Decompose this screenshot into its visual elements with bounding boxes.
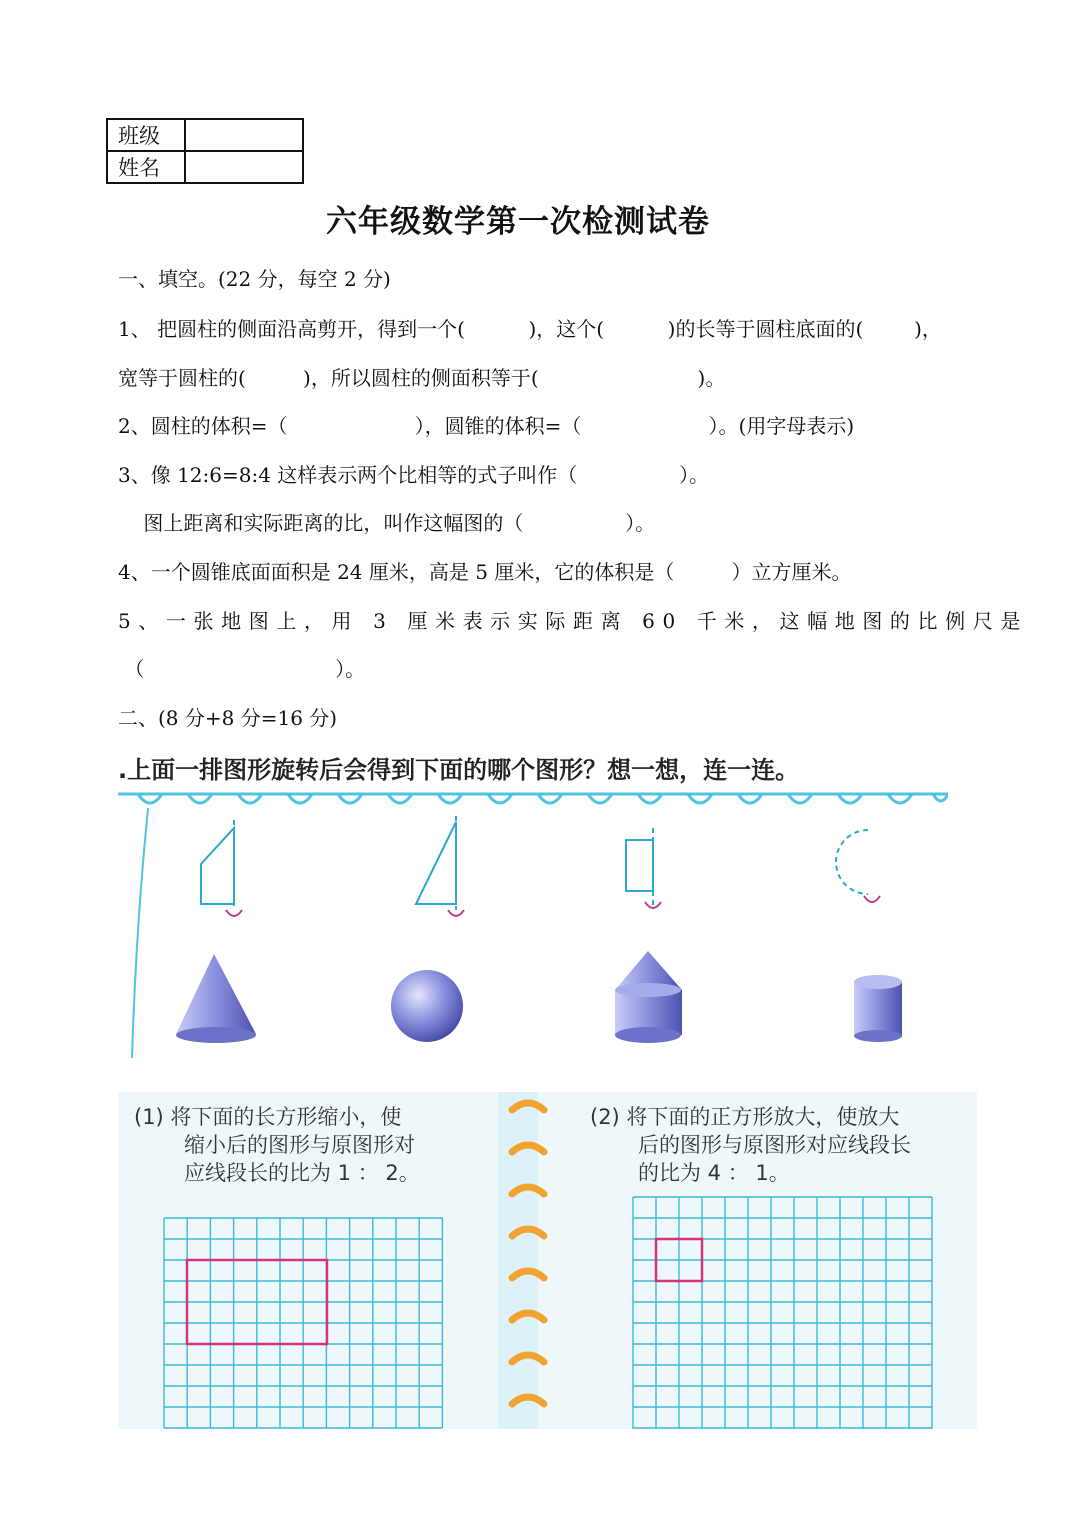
page-title: 六年级数学第一次检测试卷 — [326, 204, 710, 240]
name-label: 姓名 — [107, 151, 185, 183]
name-field[interactable] — [185, 151, 303, 183]
task-2-line-2: 后的图形与原图形对应线段长 — [638, 1133, 911, 1157]
task-2-line-3: 的比为 4 ： 1。 — [638, 1161, 790, 1185]
question-3-line-2: 图上距离和实际距离的比，叫作这幅图的（ ）。 — [118, 511, 656, 535]
section1-heading: 一、填空。(22 分，每空 2 分) — [118, 267, 391, 291]
rectangle-rotation-icon — [626, 828, 661, 908]
rotation-prompt: .上面一排图形旋转后会得到下面的哪个图形？想一想，连一连。 — [118, 756, 800, 784]
question-5-line-1: 5、一张地图上，用 3 厘米表示实际距离 60 千米，这幅地图的比例尺是 — [118, 609, 1028, 633]
cylinder-solid-icon — [854, 975, 902, 1042]
right-trapezoid-rotation-icon — [201, 820, 242, 916]
rotation-matching-figure — [118, 748, 948, 1058]
task-2-line-1: (2) 将下面的正方形放大，使放大 — [590, 1105, 900, 1129]
scaling-grid-figure — [118, 1092, 977, 1429]
right-triangle-rotation-icon — [416, 816, 464, 916]
task-1-line-3: 应线段长的比为 1 ： 2。 — [184, 1161, 420, 1185]
question-2: 2、圆柱的体积=（ ），圆锥的体积=（ ）。(用字母表示) — [118, 414, 855, 438]
question-1-line-1: 1、 把圆柱的侧面沿高剪开，得到一个( )，这个( )的长等于圆柱底面的( )， — [118, 317, 942, 341]
question-4: 4、一个圆锥底面面积是 24 厘米，高是 5 厘米，它的体积是（ ）立方厘米。 — [118, 560, 852, 584]
question-1-line-2: 宽等于圆柱的( )，所以圆柱的侧面积等于( )。 — [118, 366, 726, 390]
task-1-line-2: 缩小后的图形与原图形对 — [184, 1133, 415, 1157]
semicircle-rotation-icon — [836, 830, 880, 902]
sphere-solid-icon — [391, 970, 463, 1042]
question-5-line-2: （ ）。 — [118, 657, 366, 681]
class-field[interactable] — [185, 119, 303, 151]
student-info-table — [106, 118, 304, 184]
section2-heading: 二、(8 分+8 分=16 分) — [118, 706, 338, 730]
cone-on-cylinder-solid-icon — [615, 951, 682, 1043]
class-label: 班级 — [107, 119, 185, 151]
question-3-line-1: 3、像 12:6=8:4 这样表示两个比相等的式子叫作（ ）。 — [118, 463, 710, 487]
cone-solid-icon — [176, 954, 256, 1043]
task-1-line-1: (1) 将下面的长方形缩小，使 — [134, 1105, 402, 1129]
